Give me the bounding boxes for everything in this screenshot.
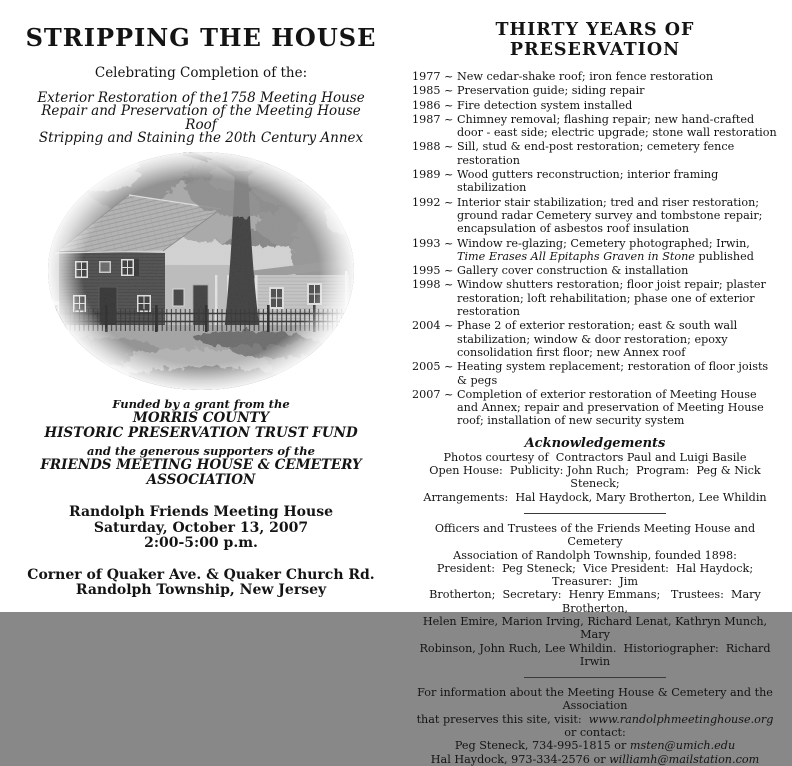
location-street: Corner of Quaker Ave. & Quaker Church Rd. bbox=[27, 566, 375, 583]
location-block bbox=[24, 568, 378, 599]
completion-lines bbox=[24, 89, 378, 147]
timeline-item: 1987 ~ Chimney removal; flashing repair; new hand-crafted door - east side; electric upgrade; stone wall restoration bbox=[412, 112, 777, 140]
meeting-house-photo bbox=[44, 149, 358, 393]
officers-block-line: Robinson, John Ruch, Lee Whildin. Historiographer: Richard Irwin bbox=[419, 641, 775, 668]
timeline-item: 1993 ~ Window re-glazing; Cemetery photographed; Irwin, Time Erases All Epitaphs Graven in Stone published bbox=[412, 236, 754, 263]
contact-info-block-line: that preserves this site, visit: www.randolphmeetinghouse.org or contact: bbox=[416, 712, 781, 740]
timeline-year: 1988 ~ bbox=[412, 140, 457, 154]
timeline-year: 1998 ~ bbox=[412, 278, 457, 292]
timeline-item: 1995 ~ Gallery cover construction & installation bbox=[412, 264, 689, 278]
timeline-item: 1986 ~ Fire detection system installed bbox=[412, 98, 633, 112]
contact-info-block bbox=[412, 686, 781, 766]
timeline-year: 1992 ~ bbox=[412, 195, 457, 209]
right-page-title: THIRTY YEARS OF PRESERVATION bbox=[495, 20, 695, 60]
event-venue: Randolph Friends Meeting House bbox=[69, 503, 333, 520]
event-time: 2:00-5:00 p.m. bbox=[144, 535, 258, 552]
timeline-item: 2007 ~ Completion of exterior restoration of Meeting House and Annex; repair and preservation of Meeting House roof; installation of new security system bbox=[412, 387, 764, 428]
timeline-year: 1989 ~ bbox=[412, 168, 457, 182]
funding-block bbox=[24, 398, 378, 488]
officers-block-line: Brotherton; Secretary: Henry Emmans; Trustees: Mary Brotherton, bbox=[429, 588, 765, 615]
timeline-item: 1985 ~ Preservation guide; siding repair bbox=[412, 84, 645, 98]
acknowledgements-lines bbox=[412, 451, 778, 504]
funding-line: Funded by a grant from the bbox=[112, 396, 290, 411]
acknowledgements-block bbox=[412, 437, 778, 504]
officers-block bbox=[412, 522, 778, 668]
event-block bbox=[24, 505, 378, 552]
acknowledgements-lines-line: Open House: Publicity: John Ruch; Program: Peg & Nick Steneck; bbox=[429, 464, 765, 491]
event-date: Saturday, October 13, 2007 bbox=[93, 519, 309, 536]
timeline-item: 2005 ~ Heating system replacement; restoration of floor joists & pegs bbox=[412, 360, 769, 387]
meeting-house-photo-svg bbox=[44, 149, 358, 393]
timeline-year: 1987 ~ bbox=[412, 112, 457, 126]
location-town: Randolph Township, New Jersey bbox=[75, 582, 327, 599]
timeline-year: 1993 ~ bbox=[412, 236, 457, 250]
officers-block-line: Helen Emire, Marion Irving, Richard Lenat, Kathryn Munch, Mary bbox=[422, 614, 771, 642]
timeline-item: 1977 ~ New cedar-shake roof; iron fence restoration bbox=[412, 70, 714, 83]
timeline-year: 1986 ~ bbox=[412, 98, 457, 112]
acknowledgements-lines-line: Photos courtesy of Contractors Paul and Luigi Basile bbox=[443, 450, 747, 464]
funding-line: FRIENDS MEETING HOUSE & CEMETERY ASSOCIATION bbox=[40, 456, 362, 488]
timeline-item: 1998 ~ Window shutters restoration; floor joist repair; plaster restoration; loft rehabilitation; phase one of exterior restoration bbox=[412, 278, 766, 319]
separator-line bbox=[524, 677, 666, 678]
funding-line: and the generous supporters of the bbox=[87, 443, 315, 458]
timeline-year: 2007 ~ bbox=[412, 387, 457, 401]
officers-block-line: Association of Randolph Township, founded 1898: bbox=[453, 548, 737, 562]
separator-line bbox=[524, 513, 666, 514]
acknowledgements-lines-line: Arrangements: Hal Haydock, Mary Brotherton, Lee Whildin bbox=[423, 490, 767, 504]
acknowledgements-heading: Acknowledgements bbox=[524, 435, 666, 451]
timeline-item: 2004 ~ Phase 2 of exterior restoration; east & south wall stabilization; window & door restoration; epoxy consolidation first floor; new Annex roof bbox=[412, 319, 738, 359]
timeline-year: 1985 ~ bbox=[412, 84, 457, 98]
timeline-item: 1992 ~ Interior stair stabilization; tred and riser restoration; ground radar Cemetery survey and tombstone repair; encapsulation of asbestos roof insulation bbox=[412, 195, 763, 236]
timeline-item: 1989 ~ Wood gutters reconstruction; interior framing stabilization bbox=[412, 168, 719, 195]
timeline-year: 1995 ~ bbox=[412, 264, 457, 278]
timeline-year: 2004 ~ bbox=[412, 319, 457, 333]
left-subtitle: Celebrating Completion of the: bbox=[94, 64, 308, 81]
timeline-list bbox=[412, 70, 778, 428]
officers-block-line: Officers and Trustees of the Friends Meeting House and Cemetery bbox=[434, 521, 759, 549]
completion-line: Repair and Preservation of the Meeting House Roof bbox=[41, 103, 361, 133]
right-page bbox=[412, 20, 781, 766]
timeline-year: 1977 ~ bbox=[412, 70, 457, 83]
contact-info-block-line: Peg Steneck, 734-995-1815 or msten@umich.edu bbox=[454, 739, 736, 753]
contact-info-block-line: For information about the Meeting House & Cemetery and the Association bbox=[417, 686, 777, 713]
completion-line: Exterior Restoration of the1758 Meeting House bbox=[37, 89, 365, 106]
timeline-year: 2005 ~ bbox=[412, 360, 457, 374]
funding-line: HISTORIC PRESERVATION TRUST FUND bbox=[44, 424, 358, 441]
left-page bbox=[24, 24, 378, 599]
completion-line: Stripping and Staining the 20th Century Annex bbox=[38, 130, 364, 147]
timeline-item: 1988 ~ Sill, stud & end-post restoration; cemetery fence restoration bbox=[412, 140, 735, 167]
funding-line: MORRIS COUNTY bbox=[132, 409, 270, 426]
officers-block-line: President: Peg Steneck; Vice President: Hal Haydock; Treasurer: Jim bbox=[436, 561, 764, 589]
left-page-title: STRIPPING THE HOUSE bbox=[25, 23, 377, 52]
contact-info-block-line: Hal Haydock, 973-334-2576 or williamh@mailstation.com bbox=[430, 752, 760, 766]
